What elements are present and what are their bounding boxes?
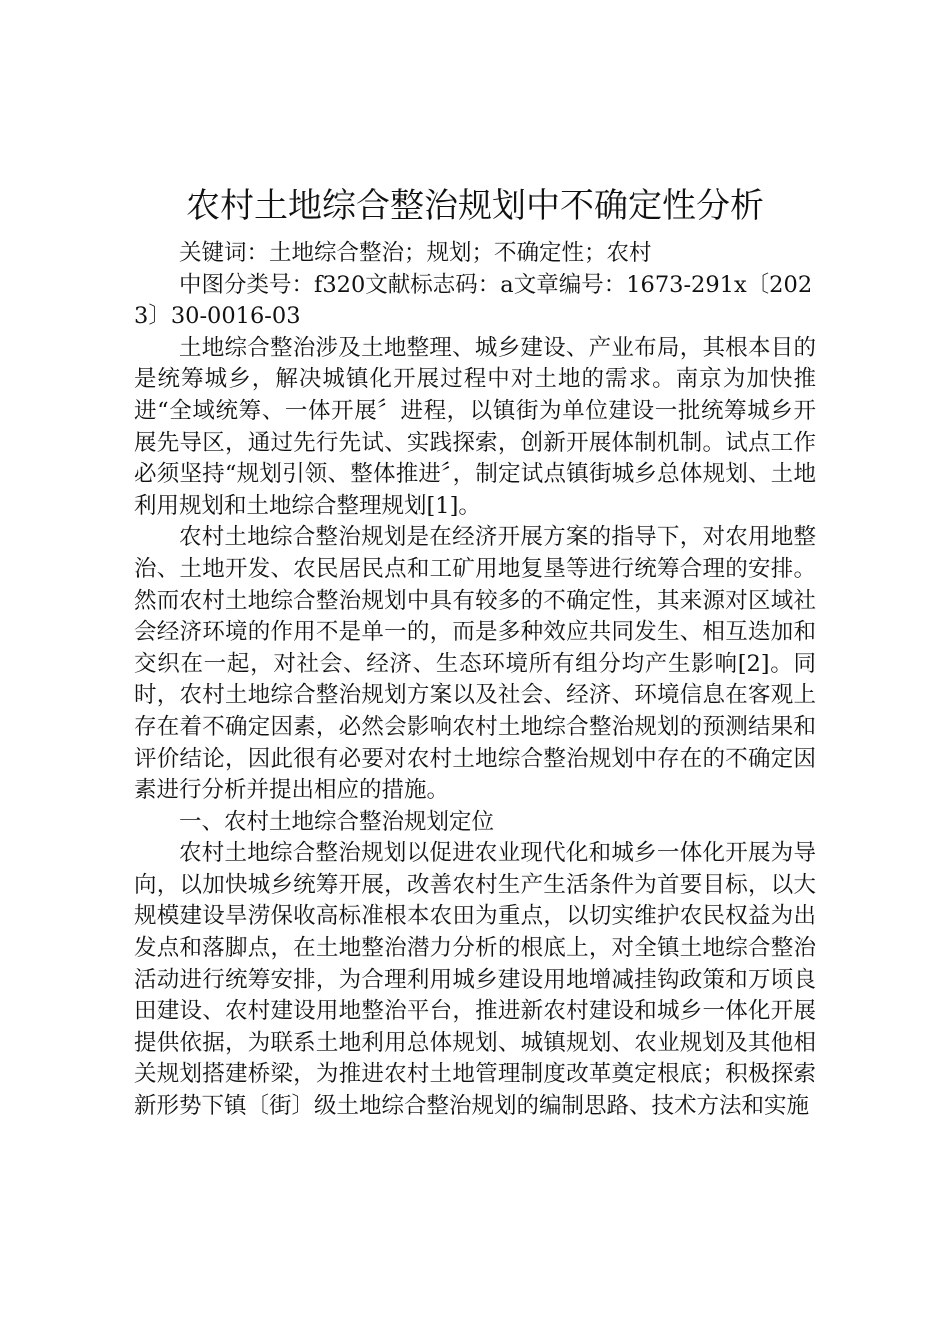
document-title: 农村土地综合整治规划中不确定性分析 — [186, 186, 764, 226]
body-paragraph-1: 土地综合整治涉及土地整理、城乡建设、产业布局，其根本目的是统筹城乡，解决城镇化开展过程中对土地的需求。南京为加快推进“全域统筹、一体开展〞进程，以镇街为单位建设一批统筹城乡开展先导区，通过先行先试、实践探索，创新开展体制机制。试点工作必须坚持“规划引领、整体推进〞，制定试点镇街城乡总体规划、土地利用规划和土地综合整理规划[1]。 — [134, 334, 816, 519]
classification-line: 中图分类号：f320文献标志码：a文章编号：1673-291x〔2023〕30-0016-03 — [134, 271, 813, 330]
body-paragraph-2: 农村土地综合整治规划是在经济开展方案的指导下，对农用地整治、土地开发、农民居民点和工矿用地复垦等进行统筹合理的安排。然而农村土地综合整治规划中具有较多的不确定性，其来源对区域社会经济环境的作用不是单一的，而是多种效应共同发生、相互迭加和交织在一起，对社会、经济、生态环境所有组分均产生影响[2]。同时，农村土地综合整治规划方案以及社会、经济、环境信息在客观上存在着不确定因素，必然会影响农村土地综合整治规划的预测结果和评价结论，因此很有必要对农村土地综合整治规划中存在的不确定因素进行分析并提出相应的措施。 — [134, 524, 816, 804]
section-paragraph: 农村土地综合整治规划以促进农业现代化和城乡一体化开展为导向，以加快城乡统筹开展，改善农村生产生活条件为首要目标，以大规模建设旱涝保收高标准根本农田为重点，以切实维护农民权益为出发点和落脚点，在土地整治潜力分析的根底上，对全镇土地综合整治活动进行统筹安排，为合理利用城乡建设用地增减挂钩政策和万顷良田建设、农村建设用地整治平台，推进新农村建设和城乡一体化开展提供依据，为联系土地利用总体规划、城镇规划、农业规划及其他相关规划搭建桥梁，为推进农村土地管理制度改革奠定根底；积极探索新形势下镇〔街〕级土地综合整治规划的编制思路、技术方法和实施 — [134, 840, 816, 1120]
section-heading: 一、农村土地综合整治规划定位 — [179, 808, 495, 835]
keywords-line: 关键词：土地综合整治；规划；不确定性；农村 — [179, 240, 652, 266]
document-page — [134, 182, 816, 1123]
